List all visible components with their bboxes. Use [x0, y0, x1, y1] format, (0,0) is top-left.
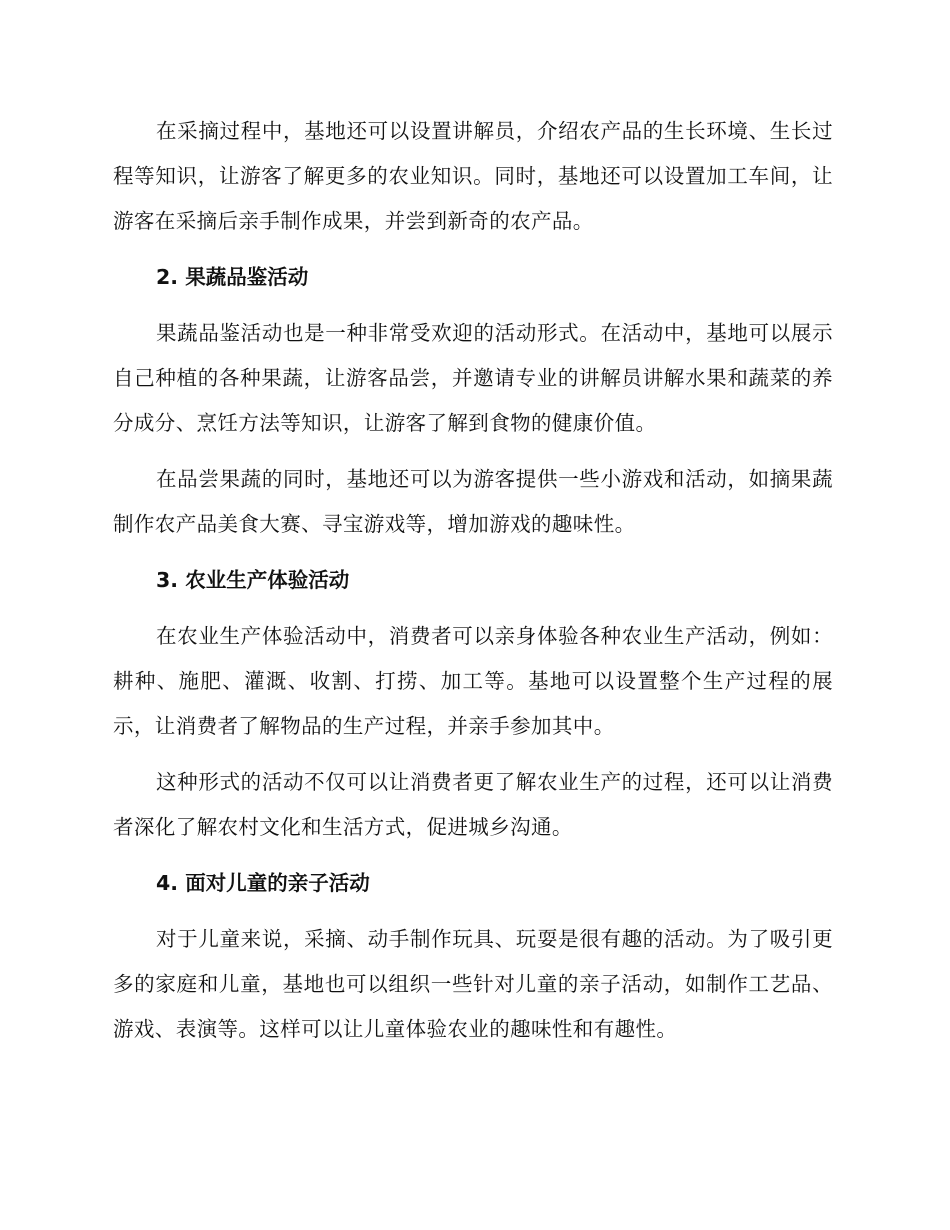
- spacer: [113, 749, 833, 760]
- spacer: [113, 300, 833, 311]
- paragraph-rural-culture: 这种形式的活动不仅可以让消费者更了解农业生产的过程，还可以让消费者深化了解农村文化和生活方式，促进城乡沟通。: [113, 770, 833, 839]
- spacer: [113, 547, 833, 558]
- paragraph-games: 在品尝果蔬的同时，基地还可以为游客提供一些小游戏和活动，如摘果蔬制作农产品美食大赛、寻宝游戏等，增加游戏的趣味性。: [113, 467, 833, 536]
- heading-farming-experience: 3. 农业生产体验活动: [156, 568, 350, 592]
- paragraph-picking-guide: 在采摘过程中，基地还可以设置讲解员，介绍农产品的生长环境、生长过程等知识，让游客了解更多的农业知识。同时，基地还可以设置加工车间，让游客在采摘后亲手制作成果，并尝到新奇的农产品。: [113, 119, 833, 233]
- heading-family-activities: 4. 面对儿童的亲子活动: [156, 871, 370, 895]
- spacer: [113, 603, 833, 614]
- spacer: [113, 244, 833, 255]
- paragraph-family-activities: 对于儿童来说，采摘、动手制作玩具、玩耍是很有趣的活动。为了吸引更多的家庭和儿童，基地也可以组织一些针对儿童的亲子活动，如制作工艺品、游戏、表演等。这样可以让儿童体验农业的趣味性和有趣性。: [113, 927, 833, 1041]
- paragraph-fruit-tasting: 果蔬品鉴活动也是一种非常受欢迎的活动形式。在活动中，基地可以展示自己种植的各种果蔬，让游客品尝，并邀请专业的讲解员讲解水果和蔬菜的养分成分、烹饪方法等知识，让游客了解到食物的健康价值。: [113, 321, 833, 435]
- document-page: [113, 109, 833, 1052]
- heading-fruit-tasting: 2. 果蔬品鉴活动: [156, 265, 309, 289]
- spacer: [113, 850, 833, 861]
- spacer: [113, 906, 833, 917]
- spacer: [113, 446, 833, 457]
- paragraph-farming-experience: 在农业生产体验活动中，消费者可以亲身体验各种农业生产活动，例如：耕种、施肥、灌溉、收割、打捞、加工等。基地可以设置整个生产过程的展示，让消费者了解物品的生产过程，并亲手参加其中。: [113, 624, 833, 738]
